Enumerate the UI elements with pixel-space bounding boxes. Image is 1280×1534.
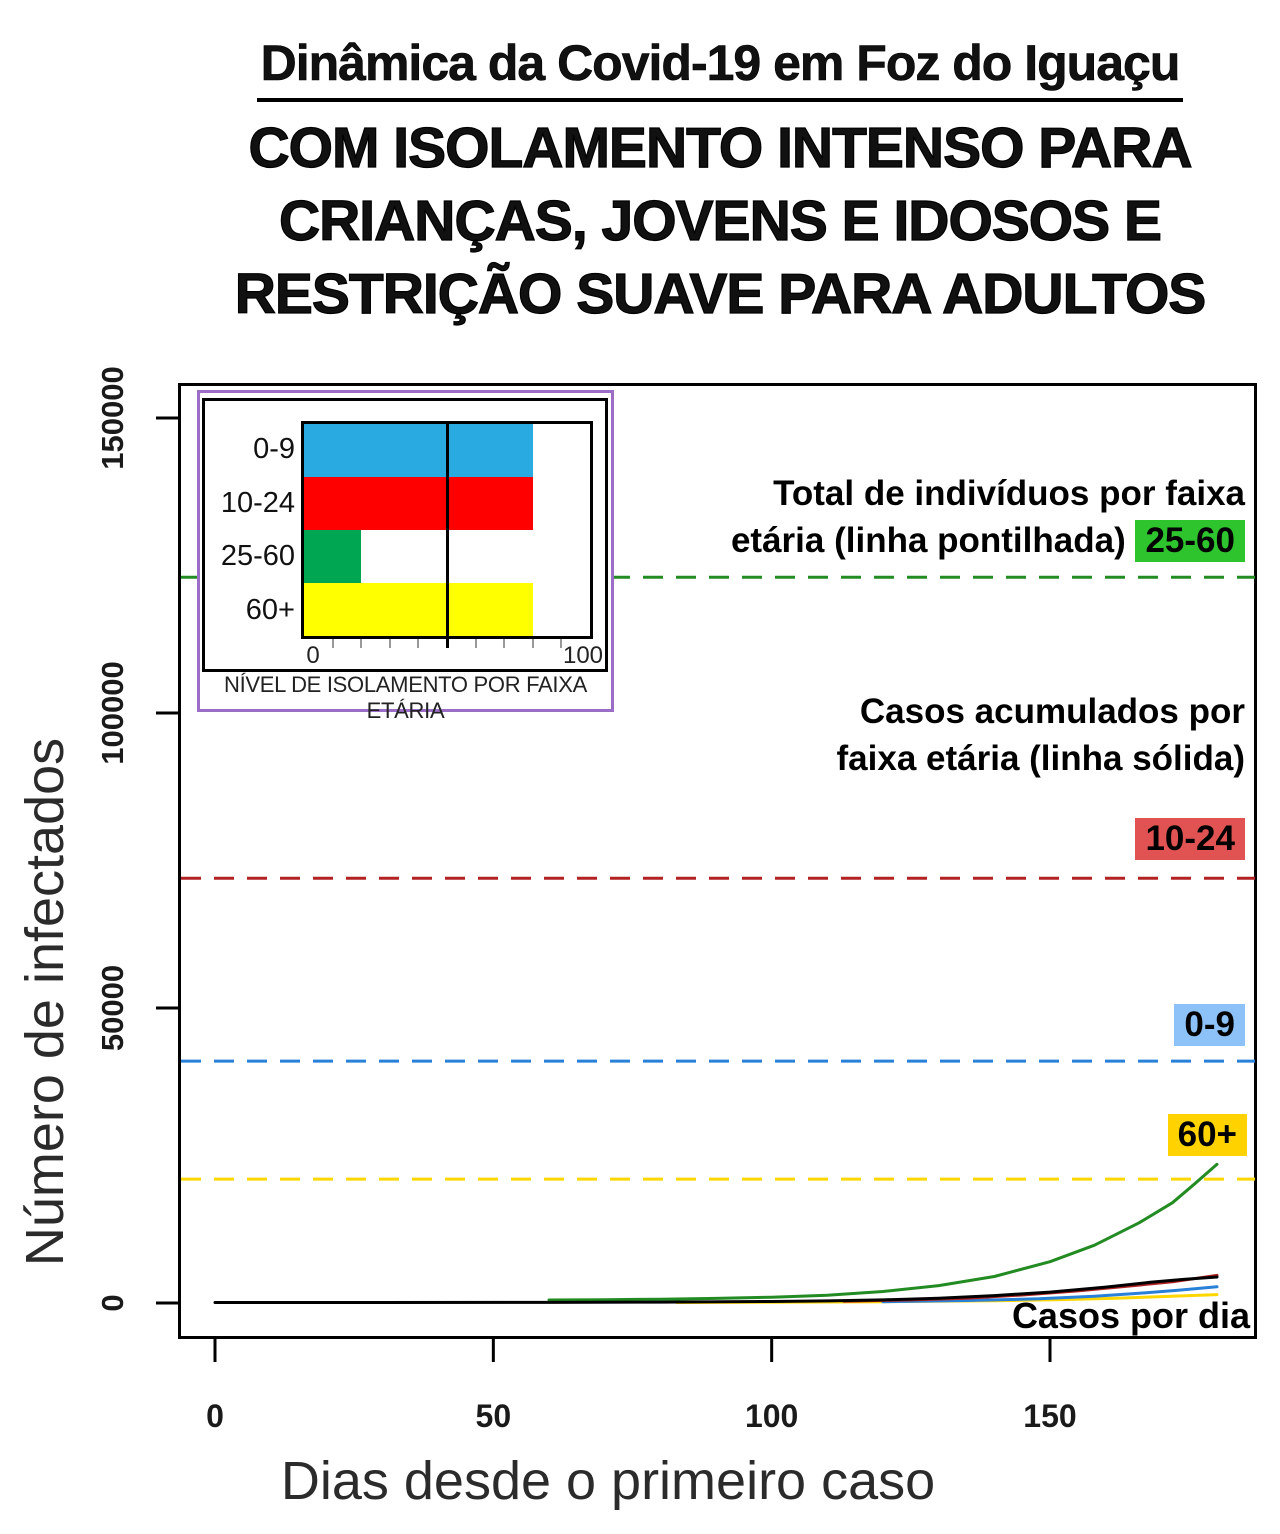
- inset-category-label: 0-9: [253, 433, 295, 465]
- annotation-dotted-line2-text: etária (linha pontilhada): [730, 521, 1126, 560]
- age-chip-60plus: 60+: [1168, 1114, 1247, 1156]
- x-tick-label: 0: [206, 1398, 224, 1434]
- subtitle-line: COM ISOLAMENTO INTENSO PARA: [248, 116, 1192, 180]
- inset-category-label: 10-24: [220, 486, 295, 519]
- y-tick-label: 100000: [95, 661, 130, 765]
- inset-axis-tick: [503, 639, 505, 648]
- subtitle-block: [180, 112, 1260, 331]
- x-axis-label: Dias desde o primeiro caso: [280, 1451, 936, 1511]
- annotation-dotted-lines: [731, 470, 1245, 564]
- inset-axis-min-label: 0: [306, 642, 320, 669]
- age-chip-25-60: 25-60: [1135, 520, 1245, 562]
- inset-axis-tick: [560, 639, 562, 648]
- inset-bar-60+: [304, 583, 533, 636]
- inset-axis-tick: [475, 639, 477, 648]
- daily-cases-label: Casos por dia: [1011, 1295, 1250, 1336]
- y-tick-label: 0: [95, 1294, 130, 1312]
- x-tick-label: 50: [475, 1398, 512, 1434]
- inset-axis-tick: [332, 639, 334, 648]
- annotation-dotted-line1: Total de indivíduos por faixa: [773, 474, 1245, 513]
- page-title: Dinâmica da Covid-19 em Foz do Iguaçu: [257, 34, 1184, 102]
- y-tick-label: 150000: [95, 366, 130, 470]
- inset-axis-tick: [532, 639, 534, 648]
- inset-axis-max-label: 100: [562, 642, 604, 669]
- inset-bar-0-9: [304, 424, 533, 477]
- inset-reference-line: [446, 421, 449, 648]
- inset-category-label: 25-60: [220, 540, 295, 572]
- y-axis-label: Número de infectados: [15, 737, 75, 1267]
- isolation-inset-box: [202, 398, 608, 672]
- title-block: [180, 34, 1260, 102]
- isolation-inset-panel: [197, 390, 614, 723]
- series-line-25-60: [549, 1164, 1217, 1300]
- inset-axis-tick: [417, 639, 419, 648]
- x-tick-label: 100: [744, 1398, 799, 1434]
- subtitle-line: CRIANÇAS, JOVENS E IDOSOS E: [278, 189, 1162, 253]
- inset-caption: NÍVEL DE ISOLAMENTO POR FAIXA ETÁRIA: [224, 672, 587, 723]
- age-chip-0-9: 0-9: [1174, 1004, 1245, 1046]
- inset-axis-tick: [389, 639, 391, 648]
- annotation-solid-lines: [837, 688, 1245, 782]
- subtitle-line: RESTRIÇÃO SUAVE PARA ADULTOS: [234, 262, 1206, 326]
- annotation-solid-line2: faixa etária (linha sólida): [836, 739, 1245, 778]
- x-tick-label: 150: [1023, 1398, 1077, 1434]
- age-chip-10-24: 10-24: [1135, 818, 1245, 860]
- inset-bar-10-24: [304, 477, 533, 530]
- inset-category-label: 60+: [245, 593, 295, 626]
- annotation-dotted-line2: [731, 517, 1245, 564]
- inset-bar-25-60: [304, 530, 361, 583]
- y-tick-label: 50000: [95, 964, 130, 1052]
- annotation-solid-line1: Casos acumulados por: [859, 692, 1245, 731]
- inset-axis-tick: [360, 639, 362, 648]
